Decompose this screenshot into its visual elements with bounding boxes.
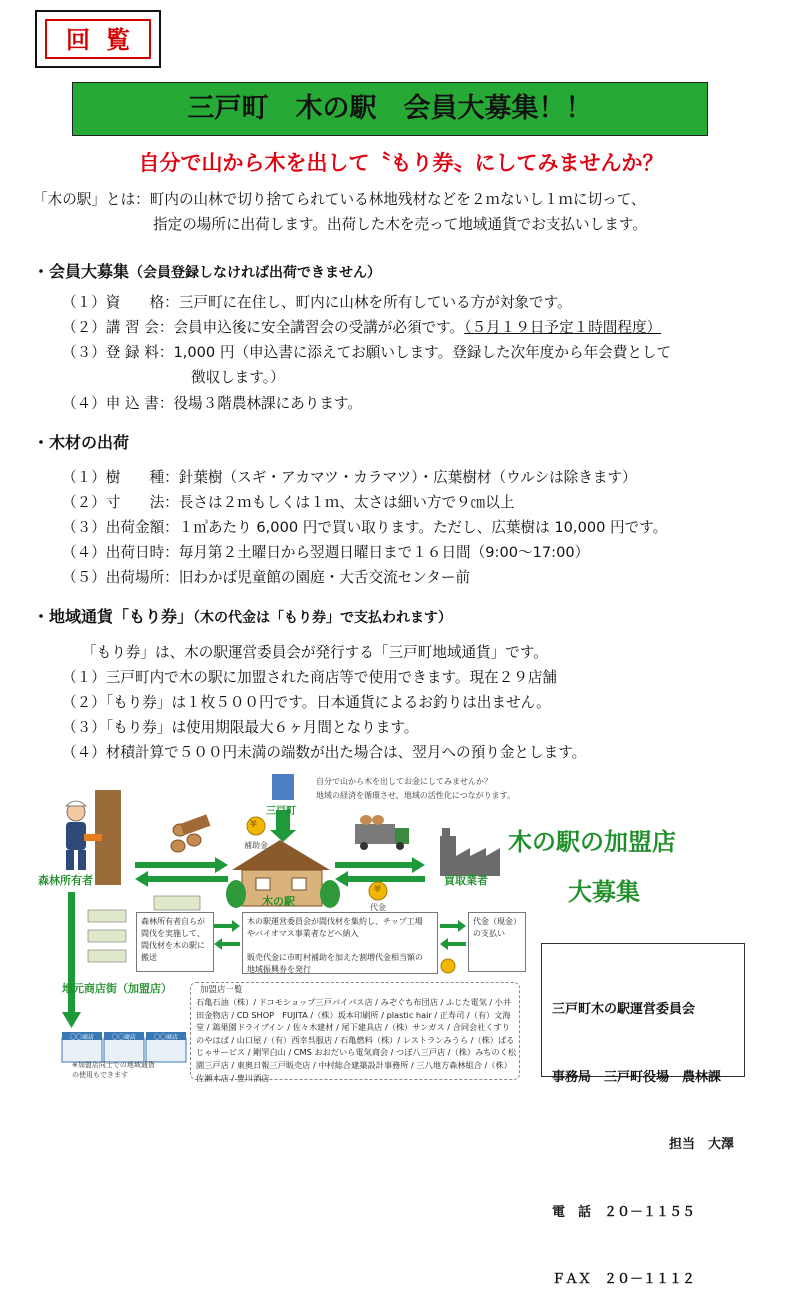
shops-list-title: 加盟店一覧 (200, 985, 243, 995)
station-label: 木の駅 (262, 895, 295, 908)
contact-org: 三戸町木の駅運営委員会 (552, 1002, 696, 1017)
currency-item-3: （３）「もり券」は使用期限最大６ヶ月間となります。 (62, 719, 419, 736)
shop-sign: 〇〇商店 (111, 1034, 136, 1041)
arrow-down-icon (62, 1012, 81, 1028)
shipping-item-5 (62, 568, 470, 588)
currency-heading (33, 604, 452, 627)
arrow-right-icon (135, 857, 228, 873)
currency-heading-note: （木の代金は「もり券」で支払われます） (193, 610, 453, 626)
arrow-left-icon (440, 938, 466, 950)
item-label: （２）講 習 会： (62, 319, 174, 336)
yen-symbol: ¥ (250, 819, 257, 830)
contact-tel: 電 話 ２０－１１５５ (552, 1204, 696, 1220)
shipping-item-3 (62, 518, 667, 538)
item-text: 会員申込後に安全講習会の受講が必須です。 (173, 319, 465, 336)
item-text: 役場３階農林課にあります。 (173, 395, 362, 412)
members-item-1 (62, 293, 572, 313)
buyer-label: 買取業者 (444, 874, 488, 887)
members-item-3 (62, 343, 671, 363)
item-label: （１）資 格： (62, 294, 179, 311)
voucher-icon (88, 910, 126, 922)
item-text: 三戸町に在住し、町内に山林を所有している方が対象です。 (178, 294, 572, 311)
item-label: （３）登 録 料： (62, 344, 174, 361)
arrow-right-icon (214, 920, 240, 932)
subsidy-label: 補助金 (244, 841, 268, 850)
item-label: （１）樹 種： (62, 469, 179, 486)
arrow-right-icon (440, 920, 466, 932)
voucher-icon (88, 930, 126, 942)
arrow-right-icon (335, 857, 425, 873)
item-label: （５）出荷場所： (62, 569, 179, 586)
shipping-heading: ・木材の出荷 (33, 433, 130, 452)
currency-item-2: （２）「もり券」は１枚５００円です。日本通貨によるお釣りは出ません。 (62, 694, 551, 711)
worker-body-icon (66, 822, 86, 850)
owner-label: 森林所有者 (38, 874, 93, 887)
currency-intro: 「もり券」は、木の駅運営委員会が発行する「三戸町地域通貨」です。 (82, 644, 548, 661)
voucher-icon (154, 896, 200, 910)
shop-note: ※加盟店同士での地域通貨 の使用もできます (72, 1061, 155, 1079)
circulation-stamp-text: 回覧 (45, 19, 151, 59)
payment-process-box: 代金（現金） の支払い (468, 912, 526, 972)
contact-person: 担当 大澤 (668, 1137, 734, 1152)
town-label: 三戸町 (266, 806, 296, 817)
members-heading (33, 259, 381, 282)
item-text: 針葉樹（スギ・アカマツ・カラマツ）・広葉樹材（ウルシは除きます） (178, 469, 637, 486)
arrow-left-icon (214, 938, 240, 950)
shipping-item-1 (62, 468, 637, 488)
item-text: 旧わかば児童館の園庭・大舌交流センター前 (178, 569, 471, 586)
members-heading-title: ・会員大募集 (33, 262, 130, 281)
members-item-4 (62, 394, 362, 414)
item-extra: （５月１９日予定１時間程度） (464, 319, 662, 336)
shop-sign: 〇〇商店 (153, 1034, 178, 1041)
item-label: （４）出荷日時： (62, 544, 179, 561)
chainsaw-icon (84, 834, 102, 841)
currency-heading-title: ・地域通貨「もり券」 (33, 607, 194, 626)
yen-coin-icon (441, 959, 455, 973)
item-text: 長さは２ｍもしくは１ｍ、太さは細い方で９㎝以上 (178, 494, 515, 511)
shipping-item-4 (62, 543, 589, 563)
contact-box (541, 943, 745, 1287)
voucher-icon (88, 950, 126, 962)
diagram-note-2: 地域の経済を循環させ、地域の活性化につながります。 (316, 791, 515, 800)
tagline: 自分で山から木を出して〝もり券〟にしてみませんか？ (138, 151, 664, 175)
item-text: 毎月第２土曜日から翌週日曜日まで１６日間（9:00～17:00） (178, 544, 590, 561)
item-label: （２）寸 法： (62, 494, 179, 511)
intro-line-1: 「木の駅」とは：町内の山林で切り捨てられている林地残材などを２ｍないし１ｍに切って、 (33, 191, 646, 208)
shops-list: 石亀石油（株）/ ドコモショップ三戸バイパス店 / みぞぐち布団店 / ふじた電気 / 小井田金物店 / CD SHOP FUJITA /（株）坂本印刷所 / plastic hair / 正寿司 /（有）文海堂 / 鶏果園ドライブイン / 佐々木建材 / 尾下建具店 /（株）サンガス / 合同会社くすりのやはば / 山口屋 /（有）西幸呉服店 / 石亀燃料（株）/ レストランみうら /（株）ぱるじゃサービス / 剛罘白山 / CMS おおだいら電気商会 / つぼ八三戸店 /（株）みちのく松園三戸店 / 東奥日報三戸販売店 / 中村総合建築設計事務所 / 三八地方森林組合 /（株）佐瀬木店 / 豊川酒店 (196, 997, 517, 1083)
title-banner: 三戸町 木の駅 会員大募集！！ (72, 82, 708, 136)
station-process-box: 木の駅運営委員会が間伐材を集約し、チップ工場 やバイオマス事業者などへ納入 販売代金に市町村補助を加えた割増代金相当額の 地域振興券を発行 (242, 912, 438, 974)
truck-icon (355, 815, 409, 850)
contact-office: 事務局 三戸町役場 農林課 (552, 1069, 722, 1085)
town-hall-icon (272, 774, 294, 800)
currency-item-4: （４）材積計算で５００円未満の端数が出た場合は、翌月への預り金とします。 (62, 744, 587, 761)
arrow-left-icon (135, 871, 228, 887)
currency-item-1: （１）三戸町内で木の駅に加盟された商店等で使用できます。現在２９店舗 (62, 669, 558, 686)
owner-process-box: 森林所有者自らが 間伐を実施して、 間伐材を木の駅に 搬送 (136, 912, 214, 972)
members-item-2 (62, 318, 661, 338)
members-item-3-cont: 徴収します。） (191, 369, 285, 386)
factory-icon (440, 828, 500, 876)
circulation-stamp (35, 10, 161, 68)
item-text: １㎥あたり 6,000 円で買い取ります。ただし、広葉樹は 10,000 円です。 (178, 519, 668, 536)
shop-sign: 〇〇商店 (69, 1034, 94, 1041)
helmet-icon (66, 801, 86, 806)
members-heading-note: （会員登録しなければ出荷できません） (129, 265, 382, 281)
logs-icon (171, 814, 210, 852)
shopping-street-label: 地元商店街（加盟店） (62, 982, 172, 995)
payment-label: 代金 (370, 903, 386, 912)
diagram-note-1: 自分で山から木を出してお金にしてみませんか？ (316, 777, 492, 786)
join-title-2: 大募集 (568, 878, 640, 906)
yen-symbol: ¥ (374, 884, 381, 895)
item-label: （３）出荷金額： (62, 519, 179, 536)
contact-fax: ＦＡＸ ２０－１１１２ (552, 1272, 696, 1287)
intro-line-2: 指定の場所に出荷します。出荷した木を売って地域通貨でお支払いします。 (153, 216, 647, 233)
shipping-item-2 (62, 493, 514, 513)
join-title-1: 木の駅の加盟店 (508, 828, 676, 856)
item-text: 1,000 円（申込書に添えてお願いします。登録した次年度から年会費として (173, 344, 672, 361)
item-label: （４）申 込 書： (62, 395, 174, 412)
